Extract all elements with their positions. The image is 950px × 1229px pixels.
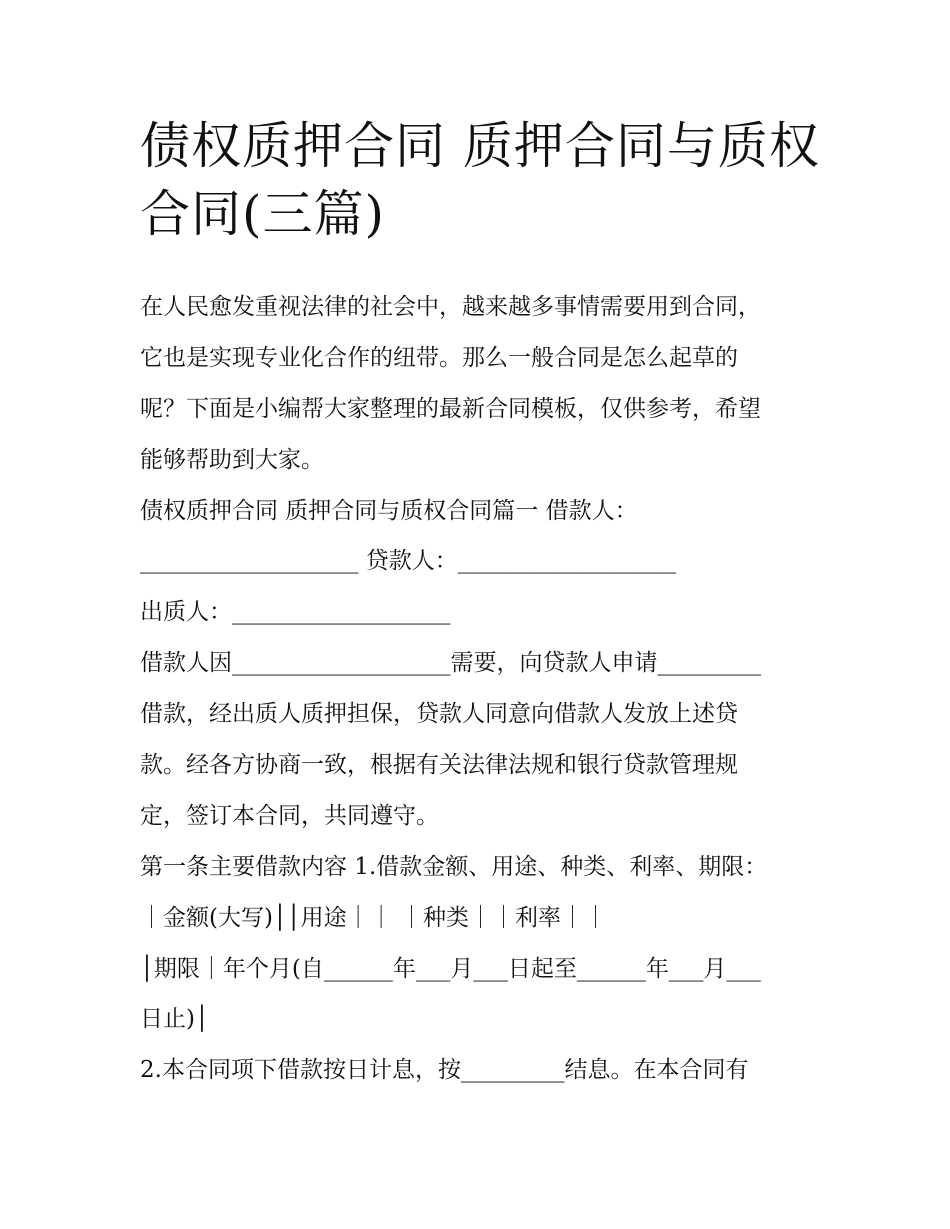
- body-line-10: 款。经各方协商一致，根据有关法律法规和银行贷款管理规: [140, 752, 738, 779]
- body-line-2: 它也是实现专业化合作的纽带。那么一般合同是怎么起草的: [140, 344, 738, 371]
- document-body: [140, 282, 830, 1096]
- body-line-9: 借款，经出质人质押担保，贷款人同意向借款人发放上述贷: [140, 701, 738, 728]
- body-line-11: 定，签订本合同，共同遵守。: [140, 802, 439, 829]
- loan-table-row-1: ｜金额(大写)││用途｜｜ ｜种类｜｜利率｜｜: [140, 904, 607, 931]
- loan-table-row-2: │期限｜年个月(自______年___月___日起至______年___月___: [140, 955, 761, 982]
- loan-table-row-3: 日止)│: [140, 1006, 209, 1033]
- body-line-4: 能够帮助到大家。: [140, 446, 324, 473]
- body-line-3: 呢？下面是小编帮大家整理的最新合同模板，仅供参考，希望: [140, 395, 761, 422]
- document-title: [140, 112, 830, 248]
- body-line-1: 在人民愈发重视法律的社会中，越来越多事情需要用到合同，: [140, 294, 761, 320]
- pledgor-blank-line: 出质人：___________________: [140, 599, 451, 626]
- article-1-heading: 第一条主要借款内容 1.借款金额、用途、种类、利率、期限：: [140, 853, 768, 880]
- title-line-1: 债权质押合同 质押合同与质权: [140, 117, 820, 175]
- body-line-16: 2.本合同项下借款按日计息，按_________结息。在本合同有: [140, 1057, 749, 1084]
- section-heading-contract-1: 债权质押合同 质押合同与质权合同篇一 借款人：: [140, 497, 638, 524]
- borrower-lender-blank-line: ___________________ 贷款人：___________________: [140, 548, 677, 575]
- title-line-2: 合同(三篇): [140, 185, 386, 243]
- body-line-8: 借款人因___________________需要，向贷款人申请_________: [140, 650, 761, 677]
